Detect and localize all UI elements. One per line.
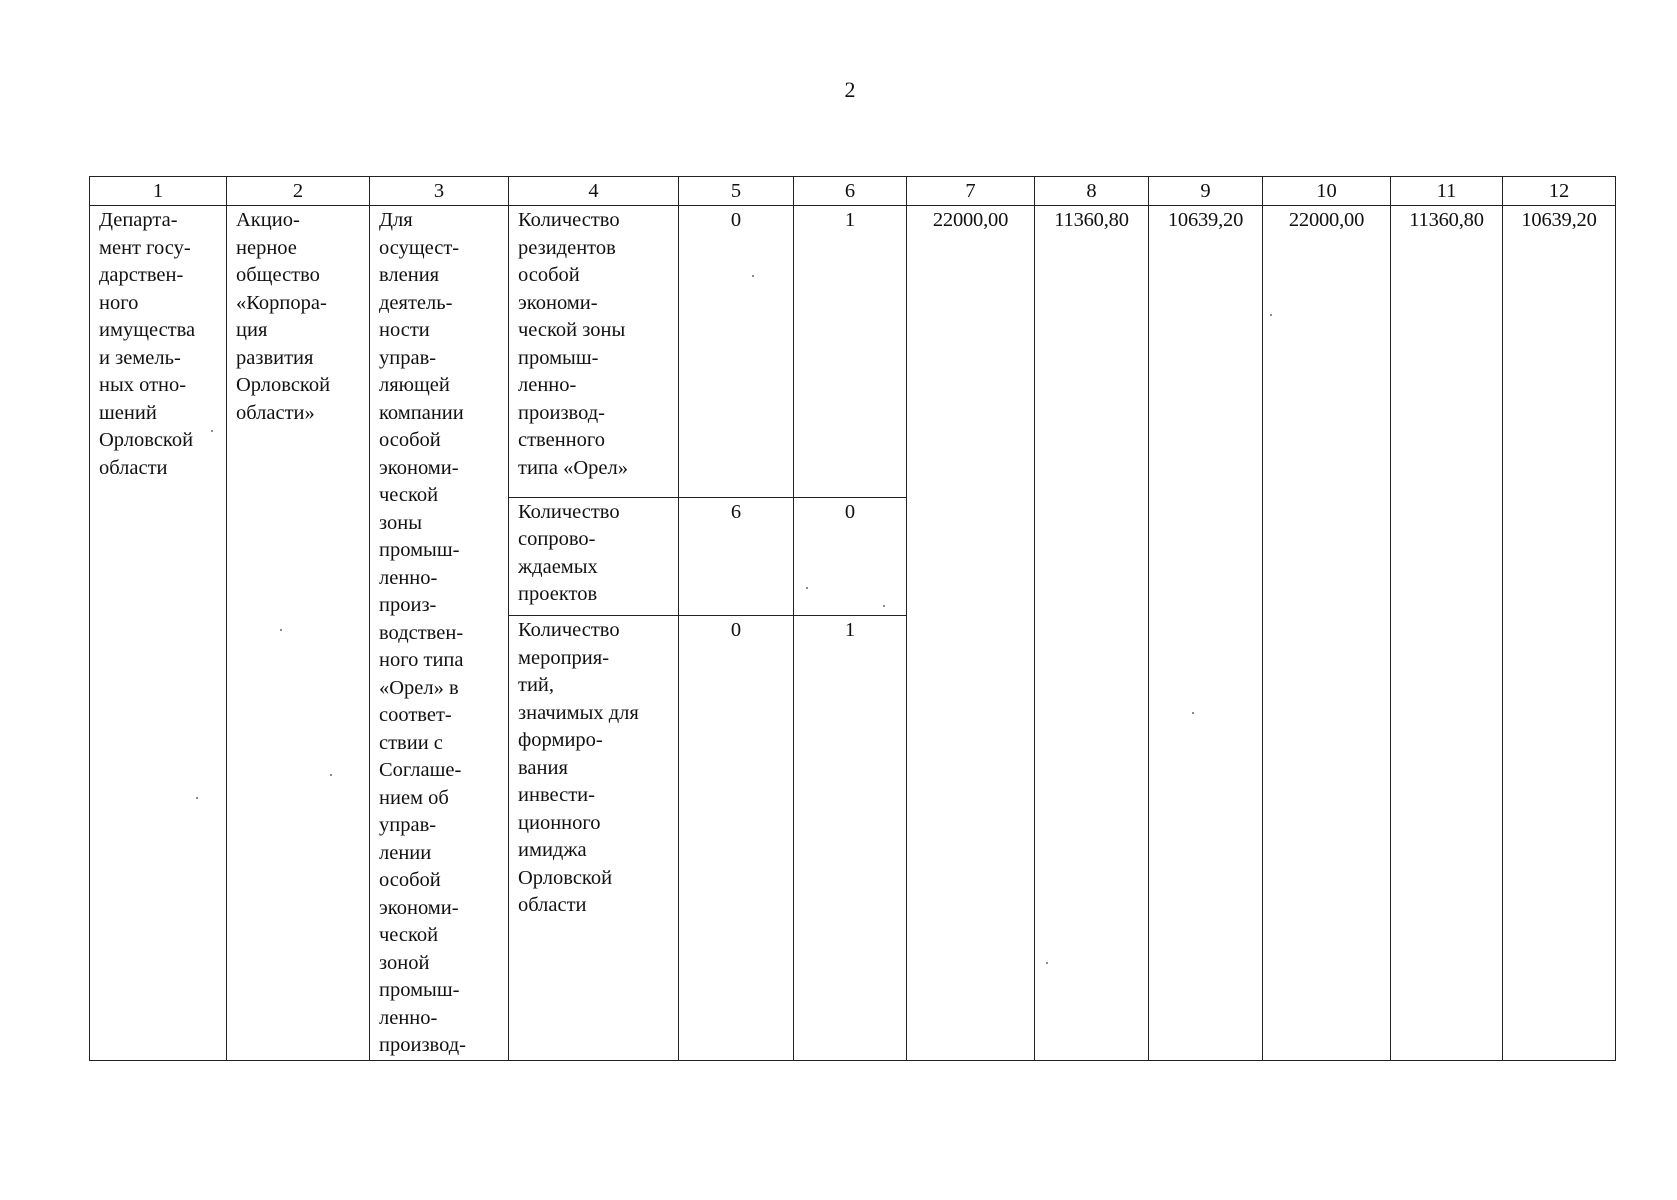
- column-header: 10: [1263, 177, 1391, 206]
- indicator-value-col5: 0: [679, 206, 794, 498]
- column-header: 8: [1035, 177, 1149, 206]
- amount-col9: 10639,20: [1149, 206, 1263, 1061]
- indicator-value-col5: 6: [679, 497, 794, 616]
- amount-col8: 11360,80: [1035, 206, 1149, 1061]
- scan-speck: [280, 629, 282, 631]
- organization-cell: Акцио- нерное общество «Корпора- ция развития Орловской области»: [227, 206, 370, 1061]
- budget-table: [89, 176, 1616, 1061]
- column-header: 4: [509, 177, 679, 206]
- table-row: [90, 206, 1616, 498]
- purpose-cell: Для осущест- вления деятель- ности управ- ляющей компании особой экономи- ческой зоны промыш- ленно- произ- водствен- ного типа «Орел» в соответ- ствии с Соглаше- нием об управ- лении особой экономи- ческой зоной промыш- ленно- производ-: [370, 206, 509, 1061]
- column-header: 12: [1503, 177, 1616, 206]
- scan-speck: [196, 797, 198, 799]
- scan-speck: [1270, 314, 1272, 316]
- amount-col7: 22000,00: [907, 206, 1035, 1061]
- column-header: 11: [1391, 177, 1503, 206]
- indicator-name-cell: Количество резидентов особой экономи- ческой зоны промыш- ленно- производ- ственного типа «Орел»: [509, 206, 679, 498]
- page-number: 2: [844, 77, 856, 102]
- scan-speck: [752, 275, 754, 277]
- scan-speck: [211, 430, 213, 432]
- table-header-row: [90, 177, 1616, 206]
- indicator-name-cell: Количество сопрово- ждаемых проектов: [509, 497, 679, 616]
- scan-speck: [806, 587, 808, 589]
- scan-speck: [1192, 712, 1194, 714]
- scan-speck: [1046, 962, 1048, 964]
- scan-speck: [883, 605, 885, 607]
- column-header: 5: [679, 177, 794, 206]
- indicator-value-col6: 0: [794, 497, 907, 616]
- amount-col11: 11360,80: [1391, 206, 1503, 1061]
- column-header: 7: [907, 177, 1035, 206]
- column-header: 6: [794, 177, 907, 206]
- indicator-value-col5: 0: [679, 616, 794, 1060]
- indicator-name-cell: Количество мероприя- тий, значимых для формиро- вания инвести- ционного имиджа Орловской области: [509, 616, 679, 1060]
- scan-speck: [330, 774, 332, 776]
- responsible-department-cell: Департа- мент госу- дарствен- ного имущества и земель- ных отно- шений Орловской области: [90, 206, 227, 1061]
- column-header: 2: [227, 177, 370, 206]
- amount-col12: 10639,20: [1503, 206, 1616, 1061]
- indicator-value-col6: 1: [794, 616, 907, 1060]
- amount-col10: 22000,00: [1263, 206, 1391, 1061]
- column-header: 9: [1149, 177, 1263, 206]
- column-header: 3: [370, 177, 509, 206]
- column-header: 1: [90, 177, 227, 206]
- indicator-value-col6: 1: [794, 206, 907, 498]
